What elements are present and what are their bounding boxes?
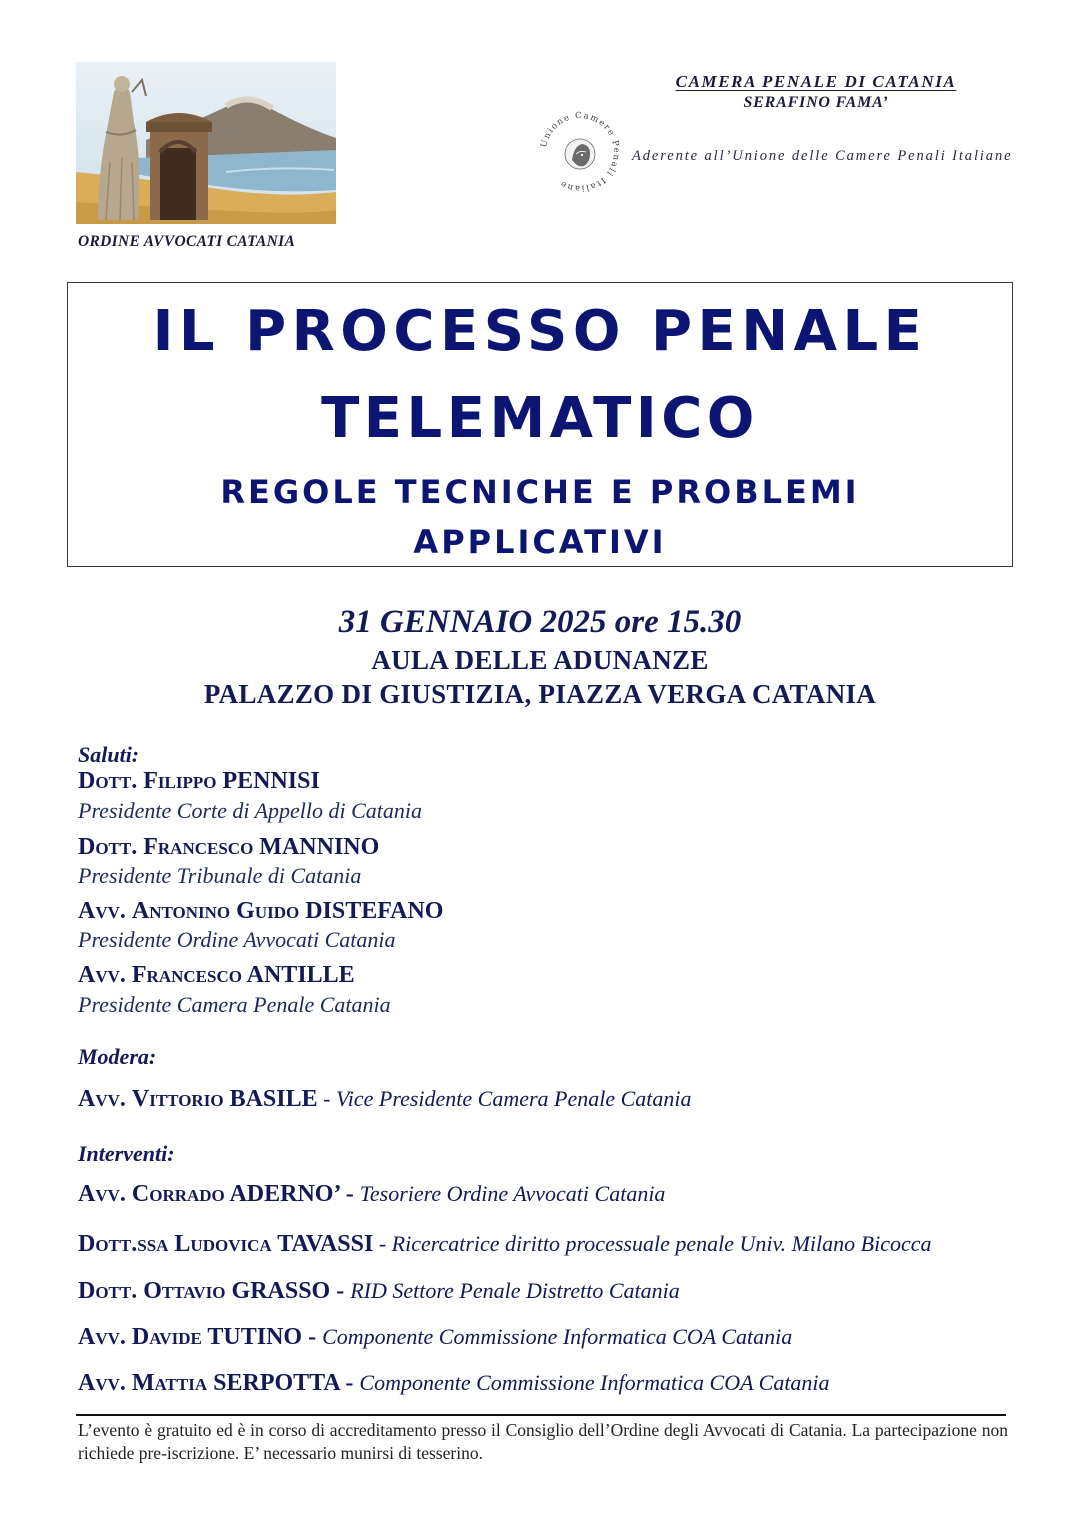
seal-text: Unione Camere Penali Italiane [539,110,622,194]
speaker-entry: Dott.ssa Ludovica TAVASSI - Ricercatrice diritto processuale penale Univ. Milano Bicocca [78,1231,932,1257]
subtitle-line-1: REGOLE TECNICHE E PROBLEMI [220,473,860,511]
speaker-role: Presidente Ordine Avvocati Catania [78,927,396,952]
interventi-heading: Interventi: [78,1141,175,1166]
speaker-role: Presidente Tribunale di Catania [78,863,362,888]
modera-heading: Modera: [78,1044,157,1069]
event-date: 31 GENNAIO 2025 ore 15.30 [338,604,742,640]
saluti-heading: Saluti: [78,742,140,767]
footer-note: L’evento è gratuito ed è in corso di accreditamento presso il Consiglio dell’Ordine degli Avvocati di Catania. La partecipazione non richiede pre-iscrizione. E’ necessario munirsi di tesserino. [78,1420,1008,1463]
speaker-name: Avv. Antonino Guido DISTEFANO [78,898,444,924]
speaker-entry: Avv. Davide TUTINO - Componente Commissione Informatica COA Catania [78,1324,793,1350]
speaker-entry: Dott. Ottavio GRASSO - RID Settore Penale Distretto Catania [78,1278,680,1304]
main-title-line-1: IL PROCESSO PENALE [152,299,928,364]
title-box [67,282,1013,567]
event-room: AULA DELLE ADUNANZE [371,645,709,675]
speaker-name: Avv. Francesco ANTILLE [78,962,355,988]
speaker-name: Dott. Francesco MANNINO [78,834,380,860]
speaker-name: Dott. Filippo PENNISI [78,768,320,794]
speaker-entry: Avv. Corrado ADERNO’ - Tesoriere Ordine Avvocati Catania [78,1181,666,1207]
ordine-avvocati-caption: ORDINE AVVOCATI CATANIA [78,233,296,250]
main-title-line-2: TELEMATICO [321,386,759,451]
event-place: PALAZZO DI GIUSTIZIA, PIAZZA VERGA CATANIA [203,679,877,709]
ordine-avvocati-logo-illustration [76,62,336,224]
subtitle-line-2: APPLICATIVI [413,523,667,561]
footer-divider [76,1414,1006,1416]
speaker-entry: Avv. Mattia SERPOTTA - Componente Commissione Informatica COA Catania [78,1370,830,1396]
moderator: Avv. Vittorio BASILE - Vice Presidente Camera Penale Catania [78,1086,692,1112]
affiliation-text: Aderente all’Unione delle Camere Penali Italiane [632,148,1013,164]
camere-penali-seal-icon [538,110,622,194]
speaker-role: Presidente Camera Penale Catania [78,992,391,1017]
speaker-role: Presidente Corte di Appello di Catania [78,798,423,823]
organization-subname: SERAFINO FAMA’ [743,94,889,111]
organization-name: CAMERA PENALE DI CATANIA [675,72,957,91]
